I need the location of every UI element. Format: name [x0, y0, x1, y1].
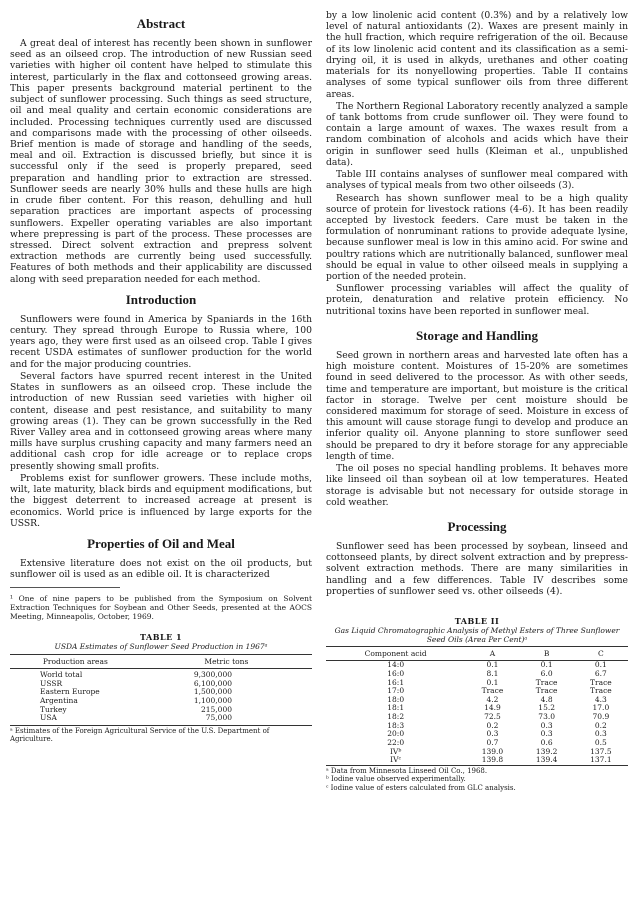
table-row — [326, 661, 628, 670]
intro-paragraph: Several factors have spurred recent interest in the United States in sunflowers as an oilseed crop. These include the introduction of new Russian seed varieties with higher oil content, disease and pest resistance, and suitability to many growing areas (1). They can be grown successfully in the Red River Valley area and in cottonseed growing areas where many mills have surplus crushing capacity and many farmers need an additional cash crop for idle acreage or to replace crops presently showing small profits. — [10, 370, 312, 472]
table-cell: IVᵇ — [389, 746, 402, 756]
table-row — [326, 739, 628, 748]
intro-paragraph: Sunflowers were found in America by Spaniards in the 16th century. They spread through Europe to Russia where, 100 years ago, they were first used as an oilseed crop. Table I gives recent USDA estimates of sunflower production for the world and for the major producing countries. — [10, 313, 312, 370]
table-row — [326, 670, 628, 679]
footnote: ¹ One of nine papers to be published from the Symposium on Solvent Extraction Techniques for Soybean and Other Seeds, presented at the AOCS Meeting, Minneapolis, October, 1969. — [10, 594, 312, 622]
table-2-header-c: C — [574, 647, 628, 661]
table-2-caption: Gas Liquid Chromatographic Analysis of Methyl Esters of Three Sunflower Seed Oils (Area Per Cent)ᵃ — [334, 626, 620, 644]
table-cell: 0.3 — [594, 729, 607, 739]
table-1-grid — [10, 654, 312, 726]
table-row — [326, 687, 628, 696]
properties-heading: Properties of Oil and Meal — [87, 535, 235, 551]
table-cell: 0.3 — [540, 729, 553, 739]
table-row — [326, 730, 628, 739]
table-row — [326, 704, 628, 713]
table-2-header-a: A — [465, 647, 519, 661]
table-row — [326, 713, 628, 722]
table-cell: 6,100,000 — [193, 678, 232, 688]
table-cell: Eastern Europe — [40, 687, 100, 697]
table-cell: 215,000 — [200, 704, 232, 714]
table-2-header-b: B — [520, 647, 574, 661]
table-cell: 70.9 — [592, 712, 610, 722]
table-2-header-component: Component acid — [326, 647, 465, 661]
table-cell: 0.7 — [486, 737, 499, 747]
table-2-label: TABLE II — [454, 616, 500, 627]
table-cell: 137.1 — [574, 756, 628, 765]
table-cell: 75,000 — [141, 714, 312, 725]
right-column — [326, 10, 628, 900]
processing-paragraph: Sunflower seed has been processed by soybean, linseed and cottonseed plants, by direct solvent extraction and by prepress-solvent extraction methods. There are many similarities in handling and a few differences. Table IV describes some properties of sunflower seed vs. other oilseeds (4). — [326, 540, 628, 597]
properties-paragraph: The Northern Regional Laboratory recently analyzed a sample of tank bottoms from crude sunflower oil. They were found to contain a large amount of waxes. The waxes result from a random combination of alcohols and acids which have their origin in sunflower seed hulls (Kleiman et al., unpublished data). — [326, 100, 628, 168]
processing-heading: Processing — [447, 518, 507, 534]
footnote-divider — [10, 587, 120, 588]
table-cell: 4.8 — [540, 694, 553, 704]
abstract-heading: Abstract — [136, 16, 186, 31]
table-cell: 0.1 — [594, 660, 607, 670]
table-cell: 18:1 — [387, 703, 405, 713]
table-row — [326, 748, 628, 757]
table-cell: 17.0 — [592, 703, 610, 713]
table-cell: World total — [40, 670, 83, 680]
table-cell: 137.5 — [590, 746, 612, 756]
table-1-label: TABLE 1 — [139, 632, 183, 643]
table-cell: Trace — [535, 686, 558, 696]
properties-paragraph: Extensive literature does not exist on the oil products, but sunflower oil is used as an edible oil. It is characterized — [10, 557, 312, 581]
table-cell: 139.8 — [465, 756, 519, 765]
table-cell: 9,300,000 — [193, 670, 232, 680]
table-cell: 17:0 — [387, 686, 405, 696]
table-1 — [10, 622, 312, 743]
table-cell: 0.1 — [540, 660, 553, 670]
table-cell: IVᶜ — [326, 756, 465, 765]
table-cell: 15.2 — [538, 703, 555, 713]
table-cell: 0.1 — [486, 660, 499, 670]
table-cell: USSR — [40, 678, 63, 688]
table-cell: 6.0 — [540, 668, 553, 678]
table-cell: 16:0 — [387, 668, 405, 678]
table-cell: 6.7 — [594, 668, 607, 678]
table-row — [326, 756, 628, 765]
intro-paragraph: Problems exist for sunflower growers. These include moths, wilt, late maturity, black birds and equipment modifications, but the biggest deterrent to increased acreage at present is economics. World price is influenced by large exports for the USSR. — [10, 472, 312, 529]
table-1-note: ᵃ Estimates of the Foreign Agricultural Service of the U.S. Department of Agriculture. — [10, 726, 270, 744]
table-cell: 0.2 — [486, 720, 499, 730]
table-2-notes — [326, 767, 628, 792]
table-cell: 139.4 — [520, 756, 574, 765]
table-cell: Trace — [535, 677, 558, 687]
table-cell: 8.1 — [486, 668, 499, 678]
table-cell: 72.5 — [484, 712, 501, 722]
table-cell: 139.0 — [481, 746, 504, 756]
storage-heading: Storage and Handling — [415, 327, 539, 343]
table-row — [10, 669, 312, 680]
table-row — [326, 679, 628, 688]
storage-paragraph: The oil poses no special handling problems. It behaves more like linseed oil than soybean oil at low temperatures. Heated storage is advisable but not necessary for outside storage in cold weather. — [326, 463, 628, 508]
table-cell: Trace — [590, 677, 612, 687]
table-2-note: ᵇ Iodine value observed experimentally. — [326, 775, 466, 784]
table-row — [326, 696, 628, 705]
table-cell: Turkey — [40, 704, 67, 714]
table-1-header-tons: Metric tons — [141, 655, 312, 669]
table-2-grid — [326, 646, 628, 766]
table-cell: 73.0 — [538, 712, 555, 722]
introduction-heading: Introduction — [125, 291, 197, 307]
table-cell: 0.2 — [594, 720, 607, 730]
table-cell: 18:0 — [387, 694, 405, 704]
table-cell: USA — [10, 714, 141, 725]
table-cell: 14:0 — [387, 660, 405, 670]
table-cell: 4.2 — [486, 694, 499, 704]
properties-paragraph: Sunflower processing variables will affect the quality of protein, denaturation and relative protein efficiency. No nutritional toxins have been reported in sunflower meal. — [326, 283, 628, 317]
table-cell: 16:1 — [387, 677, 405, 687]
table-row — [10, 714, 312, 725]
table-cell: 4.3 — [594, 694, 607, 704]
table-cell: 18:2 — [387, 712, 405, 722]
table-cell: 1,500,000 — [193, 687, 232, 697]
storage-paragraph: Seed grown in northern areas and harvested late often has a high moisture content. Moistures of 15-20% are sometimes found in seed delivered to the processor. As with other seeds, time and temperature are important, but moisture is the critical factor in storage. Twelve per cent moisture should be considered maximum for storage of seed. Moisture in excess of this amount will cause storage fungi to develop and produce an inferior quality oil. Anyone planning to store sunflower seed should be prepared to dry it before storage for any appreciable length of time. — [326, 349, 628, 462]
table-cell: Trace — [481, 686, 504, 696]
table-2-note: ᶜ Iodine value of esters calculated from GLC analysis. — [326, 783, 516, 792]
table-row — [326, 722, 628, 731]
properties-paragraph: Table III contains analyses of sunflower meal compared with analyses of typical meals from two other oilseeds (3). — [326, 169, 628, 192]
table-cell: 1,100,000 — [193, 695, 232, 705]
table-cell: Trace — [590, 686, 612, 696]
table-cell: 0.3 — [540, 720, 553, 730]
table-cell: 0.3 — [486, 729, 499, 739]
table-cell: 22:0 — [387, 737, 405, 747]
table-cell: 0.1 — [486, 677, 499, 687]
table-cell: 20:0 — [387, 729, 405, 739]
table-cell: 0.5 — [594, 737, 607, 747]
properties-paragraph: Research has shown sunflower meal to be a high quality source of protein for livestock rations (4-6). It has been readily accepted by livestock feeders. Care must be taken in the formulation of nonruminant rations to provide adequate lysine, because sunflower meal is low in this amino acid. For swine and poultry rations which are nutritionally balanced, sunflower meal should be equal in value to other oilseed meals in supplying a portion of the needed protein. — [326, 192, 628, 283]
table-1-caption: USDA Estimates of Sunflower Seed Production in 1967ᵃ — [54, 642, 268, 652]
table-cell: Argentina — [40, 695, 78, 705]
table-2-note: ᵃ Data from Minnesota Linseed Oil Co., 1968. — [326, 766, 488, 775]
abstract-text: A great deal of interest has recently been shown in sunflower seed as an oilseed crop. The introduction of new Russian seed varieties with higher oil content have helped to stimulate this interest, particularly in the flax and cottonseed growing areas. This paper presents background material pertinent to the subject of sunflower processing. Such things as seed structure, oil and meal quality and certain economic considerations are included. Processing techniques currently used are discussed and comparisons made with the processing of other oilseeds. Brief mention is made of storage and handling of the seeds, meal and oil. Extraction is discussed briefly, but since it is successful only if the seed is properly prepared, seed preparation and handling prior to extraction are stressed. Sunflower seeds are nearly 30% hulls and these hulls are high in crude fiber content. For this reason, dehulling and hull separation practices are important aspects of processing sunflowers. Expeller operating variables are also important where prepressing is part of the process. These processes are stressed. Direct solvent extraction and prepress solvent extraction methods are currently being used successfully. Features of both methods and their applicability are discussed along with seed preparation needed for each method. — [10, 38, 312, 285]
table-1-header-areas: Production areas — [10, 655, 141, 669]
table-cell: 14.9 — [484, 703, 501, 713]
table-2 — [326, 606, 628, 792]
properties-paragraph-cont: by a low linolenic acid content (0.3%) and by a relatively low level of natural antioxidants (2). Waxes are present mainly in the hull fraction, which require refrigeration of the oil. Because of its low linolenic acid content and its classification as a semi-drying oil, it is used in alkyds, urethanes and other coating materials for its nonyellowing properties. Table II contains analyses of some typical sunflower oils from three different areas. — [326, 10, 628, 100]
table-cell: 139.2 — [535, 746, 558, 756]
table-cell: 0.6 — [540, 737, 553, 747]
left-column — [10, 10, 312, 900]
table-cell: 18:3 — [387, 720, 405, 730]
